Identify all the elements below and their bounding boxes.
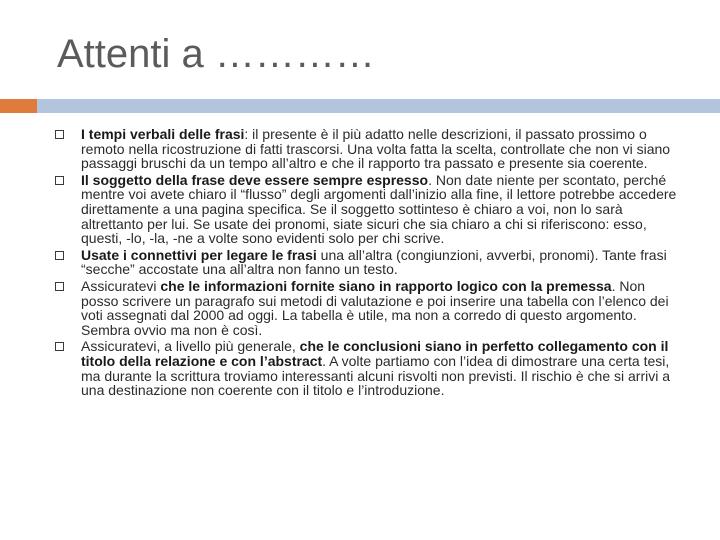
bullet-item [55,173,685,246]
bullet-text: . A volte partiamo con l’idea di dimostrare una certa tesi, ma durante la scrittura troviamo interessanti alcuni risvolti non previsti. Il rischio è che si arrivi a una destinazione non coerente con il titolo e l’introduzione. [81,352,671,399]
square-bullet-icon [55,176,64,185]
square-bullet-icon [55,251,64,260]
bullet-item [55,248,685,277]
square-bullet-icon [55,130,64,139]
bullet-text: Assicuratevi [81,277,161,294]
bullet-list [55,127,685,400]
bullet-emphasis: che le informazioni fornite siano in rapporto logico con la premessa [160,277,612,294]
accent-bar [0,99,37,113]
square-bullet-icon [55,342,64,351]
bullet-text: Assicuratevi, a livello più generale, [81,338,300,355]
header-stripe [37,99,720,113]
bullet-item [55,127,685,171]
bullet-text: . Non date niente per scontato, perché mentre voi avete chiaro il “flusso” degli argomenti dall’inizio alla fine, il lettore potrebbe accedere direttamente a una pagina specifica. Se il soggetto sottinteso è chiaro a voi, non lo sarà altrettanto per lui. Se usate dei pronomi, siate sicuri che sia chiaro a chi si riferiscono: esso, questi, -lo, -la, -ne a volte sono evidenti solo per chi scrive. [81,171,677,247]
bullet-emphasis: I tempi verbali delle frasi [81,126,245,142]
bullet-text: : il presente è il più adatto nelle descrizioni, il passato prossimo o remoto nella ricostruzione di fatti trascorsi. Una volta fatta la scelta, controllate che non vi siano passaggi bruschi da un tempo all’altro e che il rapporto tra passato e presente sia coerente. [81,126,671,172]
bullet-emphasis: Il soggetto della frase deve essere sempre espresso [81,171,429,188]
square-bullet-icon [55,282,64,291]
bullet-text: . Non posso scrivere un paragrafo sui metodi di valutazione e poi inserire una tabella con l’elenco dei voti assegnati dal 2000 ad oggi. La tabella è utile, ma non a corredo di questo argomento. Sembra ovvio ma non è così. [81,277,669,338]
bullet-emphasis: Usate i connettivi per legare le frasi [81,246,317,263]
bullet-item [55,279,685,337]
slide-title: Attenti a ………… [57,32,375,76]
bullet-item [55,339,685,397]
bullet-text: una all’altra (congiunzioni, avverbi, pronomi). Tante frasi “secche” accostate una all’altra non fanno un testo. [81,246,667,278]
bullet-emphasis: che le conclusioni siano in perfetto collegamento con il titolo della relazione e con l’abstract [81,338,669,369]
